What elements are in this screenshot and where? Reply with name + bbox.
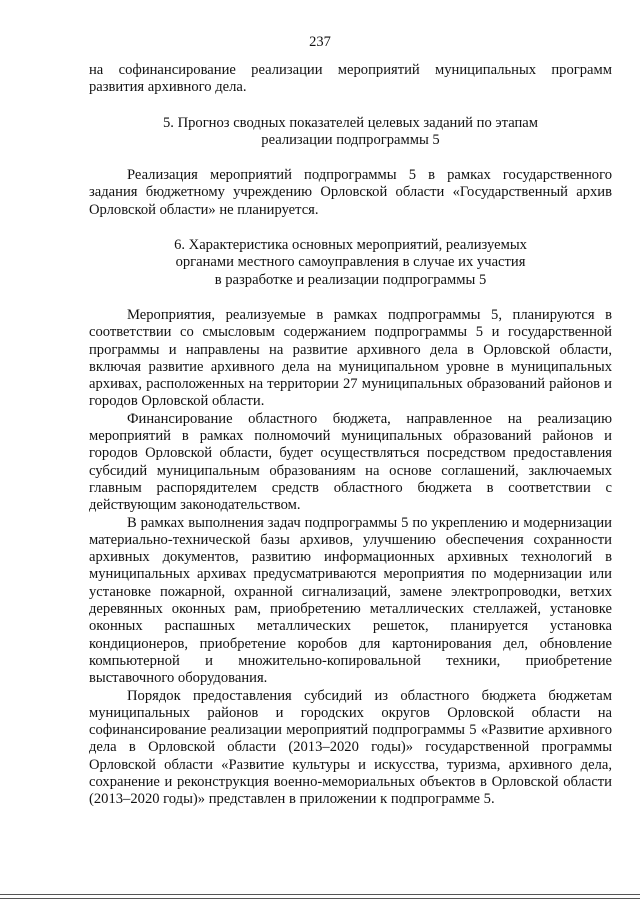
page-bottom-rule — [0, 898, 640, 899]
page-body — [89, 62, 612, 809]
heading-line: 5. Прогноз сводных показателей целевых заданий по этапам — [162, 114, 539, 131]
paragraph-subsidy-procedure: Порядок предоставления субсидий из областного бюджета бюджетам муниципальных районов и городских округов Орловской области на софинансирование реализации мероприятий подпрограммы 5 «Развитие архивного дела в Орловской области (2013–2020 годы)» государственной программы Орловской области «Развитие культуры и искусства, туризма, архивного дела, сохранение и реконструкция военно-мемориальных объектов в Орловской области (2013–2020 годы)» представлен в приложении к подпрограмме 5. — [89, 687, 612, 808]
paragraph-modernization: В рамках выполнения задач подпрограммы 5 по укреплению и модернизации материально-технической базы архивов, улучшению обеспечения сохранности архивных документов, развитию информационных архивных технологий в муниципальных архивах предусматриваются мероприятия по модернизации или установке пожарной, охранной сигнализаций, замене электропроводки, ветхих деревянных оконных рам, приобретению металлических стеллажей, установке оконных распашных металлических решеток, планируется установка кондиционеров, приобретение коробов для картонирования дел, обновление компьютерной и множительно-копировальной техники, приобретение выставочного оборудования. — [89, 514, 612, 687]
heading-line: 6. Характеристика основных мероприятий, реализуемых — [174, 237, 527, 254]
heading-line: в разработке и реализации подпрограммы 5 — [214, 271, 487, 288]
section-heading-6 — [89, 237, 612, 289]
heading-line: реализации подпрограммы 5 — [261, 131, 440, 148]
section-heading-5 — [89, 115, 612, 150]
heading-line: органами местного самоуправления в случае их участия — [175, 254, 526, 271]
paragraph-activities: Мероприятия, реализуемые в рамках подпрограммы 5, планируются в соответствии со смысловым содержанием подпрограммы 5 и государственной программы и направлены на развитие архивного дела в Орловской области, включая развитие архивного дела на муниципальном уровне в муниципальных архивах, расположенных на территории 27 муниципальных образований районов и городов Орловской области. — [89, 306, 612, 410]
paragraph-financing: Финансирование областного бюджета, направленное на реализацию мероприятий в рамках полномочий муниципальных образований районов и городов Орловской области, будет осуществляться посредством предоставления субсидий муниципальным образованиям на основе соглашений, заключаемых главным распорядителем средств областного бюджета в соответствии с действующим законодательством. — [89, 410, 612, 514]
paragraph-continuation: на софинансирование реализации мероприятий муниципальных программ развития архивного дела. — [89, 62, 612, 96]
paragraph-state-task: Реализация мероприятий подпрограммы 5 в рамках государственного задания бюджетному учреждению Орловской области «Государственный архив Орловской области» не планируется. — [89, 167, 612, 218]
page-number: 237 — [309, 34, 331, 50]
page-bottom-rule — [0, 894, 640, 895]
